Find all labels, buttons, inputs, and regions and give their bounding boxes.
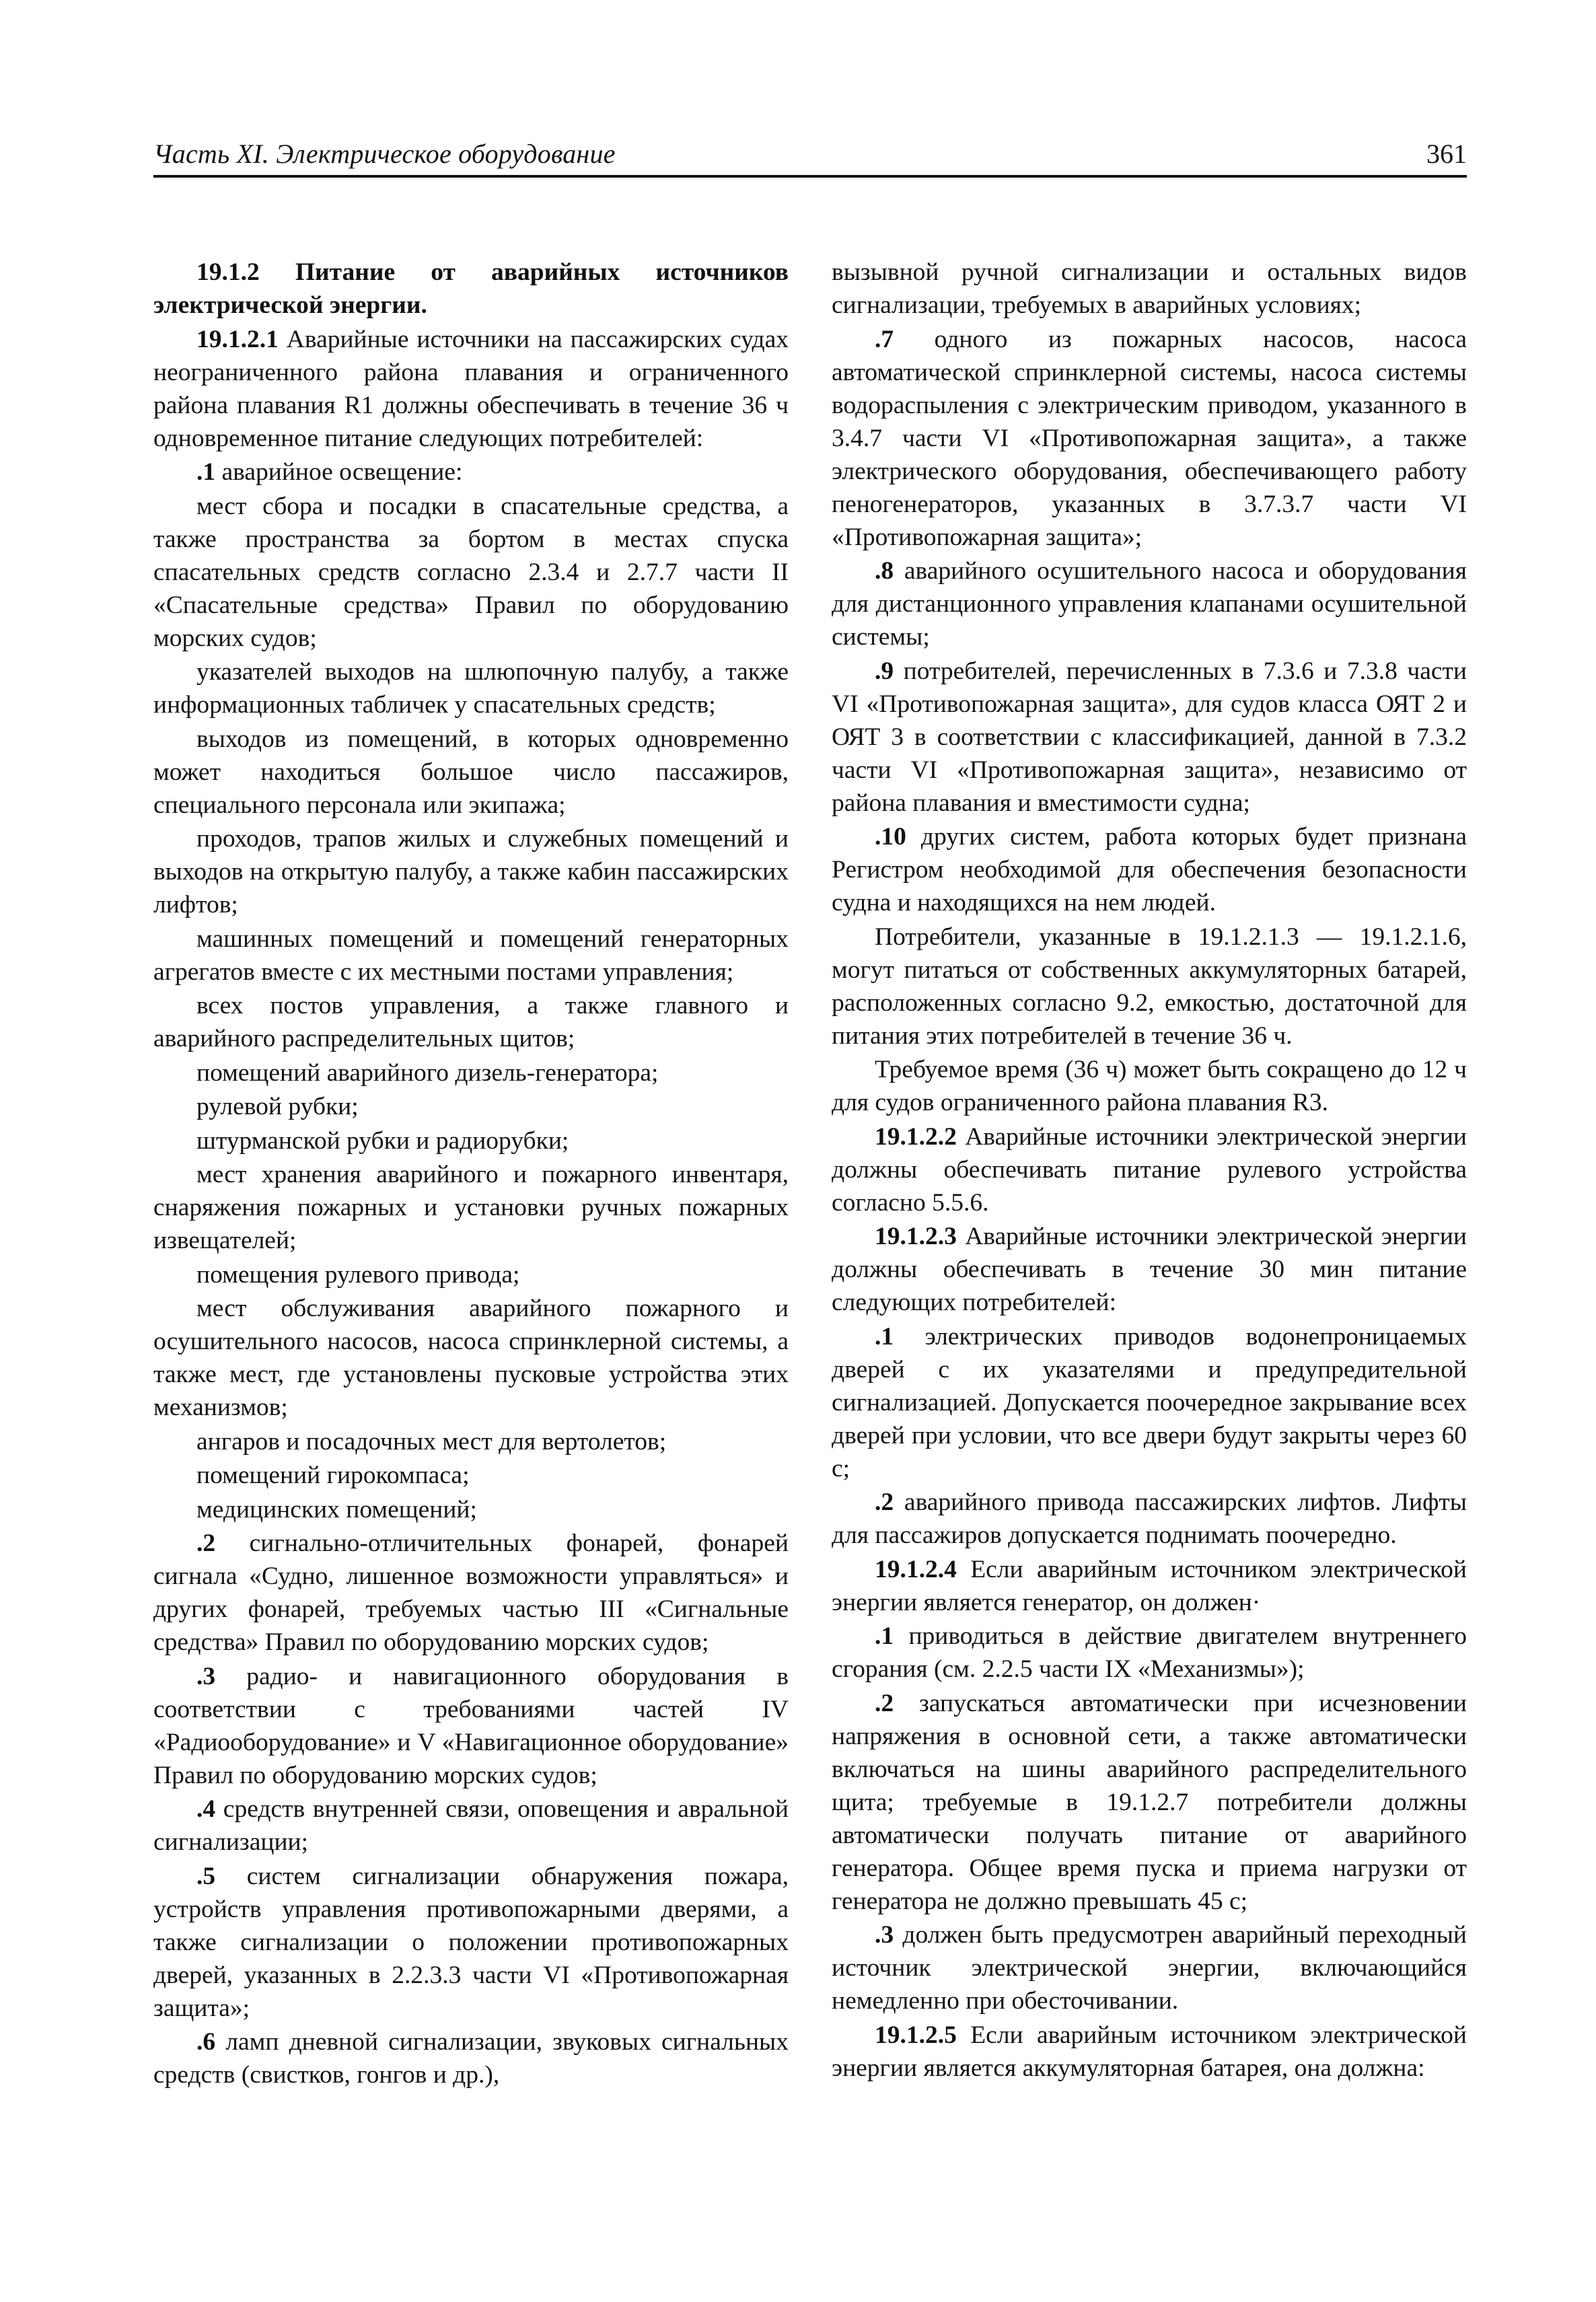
item-number: .9 [875,657,894,685]
item-number: 19.1.2.1 [196,325,279,353]
paragraph: .1 электрических приводов водонепроницаемых дверей с их указателями и предупредительной сигнализацией. Допускается поочередное закрывание всех дверей при условии, что все двери будут закрыты через 60 с; [832,1322,1467,1482]
paragraph: вызывной ручной сигнализации и остальных видов сигнализации, требуемых в аварийных условиях; [832,258,1467,319]
item-number: 19.1.2.5 [875,2021,957,2049]
paragraph: всех постов управления, а также главного и аварийного распределительных щитов; [153,992,789,1052]
paragraph: штурманской рубки и радиорубки; [196,1126,569,1155]
paragraph: .2 аварийного привода пассажирских лифтов. Лифты для пассажиров допускается поднимать поочередно. [832,1488,1467,1549]
paragraph: .1 приводиться в действие двигателем внутреннего сгорания (см. 2.2.5 части IX «Механизмы»); [832,1622,1467,1683]
paragraph: 19.1.2.3 Аварийные источники электрической энергии должны обеспечивать в течение 30 мин питание следующих потребителей: [832,1223,1467,1316]
paragraph: .2 сигнально-отличительных фонарей, фонарей сигнала «Судно, лишенное возможности управляться» и других фонарей, требуемых частью III «Сигнальные средства» Правил по оборудованию морских судов; [153,1530,789,1656]
item-number: .2 [875,1488,894,1516]
paragraph: медицинских помещений; [196,1495,477,1523]
paragraph: .3 должен быть предусмотрен аварийный переходный источник электрической энергии, включающийся немедленно при обесточивании. [832,1921,1467,2015]
paragraph: .10 других систем, работа которых будет признана Регистром необходимой для обеспечения безопасности судна и находящихся на нем людей. [832,823,1467,916]
paragraph: .2 запускаться автоматически при исчезновении напряжения в основной сети, а также автоматически включаться на шины аварийного распределительного щита; требуемые в 19.1.2.7 потребители должны автоматически получать питание от аварийного генератора. Общее время пуска и приема нагрузки от генератора не должно превышать 45 с; [832,1689,1467,1915]
item-number: .1 [875,1622,894,1650]
item-number: 19.1.2.3 [875,1223,957,1250]
paragraph: .8 аварийного осушительного насоса и оборудования для дистанционного управления клапанами осушительной системы; [832,557,1467,651]
item-number: .6 [196,2028,216,2056]
paragraph: выходов из помещений, в которых одновременно может находиться большое число пассажиров, специального персонала или экипажа; [153,725,789,819]
paragraph: помещений гирокомпаса; [196,1462,470,1489]
item-number: .7 [875,325,894,353]
paragraph: мест хранения аварийного и пожарного инвентаря, снаряжения пожарных и установки ручных пожарных извещателей; [153,1161,789,1254]
paragraph: мест обслуживания аварийного пожарного и осушительного насосов, насоса спринклерной системы, а также мест, где установлены пусковые устройства этих механизмов; [153,1295,789,1421]
paragraph: .7 одного из пожарных насосов, насоса автоматической спринклерной системы, насоса системы водораспыления с электрическим приводом, указанного в 3.4.7 части VI «Противопожарная защита», а также электрического оборудования, обеспечивающего работу пеногенераторов, указанных в 3.7.3.7 части VI «Противопожарная защита»; [832,325,1467,551]
item-number: .1 [196,458,216,486]
paragraph: помещения рулевого привода; [196,1260,520,1289]
paragraph: .1 аварийное освещение: [196,458,463,486]
item-number: .2 [875,1689,894,1717]
paragraph: Потребители, указанные в 19.1.2.1.3 — 19.1.2.1.6, могут питаться от собственных аккумуляторных батарей, расположенных согласно 9.2, емкостью, достаточной для питания этих потребителей в течение 36 ч. [832,923,1467,1050]
paragraph: 19.1.2.2 Аварийные источники электрической энергии должны обеспечивать питание рулевого устройства согласно 5.5.6. [832,1122,1467,1217]
paragraph: .4 средств внутренней связи, оповещения и авральной сигнализации; [153,1795,789,1856]
paragraph: рулевой рубки; [196,1093,359,1120]
item-number: 19.1.2.2 [875,1122,957,1151]
paragraph: Требуемое время (36 ч) может быть сокращено до 12 ч для судов ограниченного района плавания R3. [832,1056,1467,1116]
item-number: .3 [196,1662,216,1690]
item-number: .3 [875,1921,894,1949]
item-number: .2 [196,1530,216,1557]
paragraph: .3 радио- и навигационного оборудования в соответствии с требованиями частей IV «Радиооборудование» и V «Навигационное оборудование» Правил по оборудованию морских судов; [153,1662,789,1789]
paragraph: указателей выходов на шлюпочную палубу, а также информационных табличек у спасательных средств; [153,658,789,719]
left-column [153,256,789,2093]
paragraph: проходов, трапов жилых и служебных помещений и выходов на открытую палубу, а также кабин пассажирских лифтов; [153,825,789,919]
paragraph: помещений аварийного дизель-генератора; [196,1058,659,1087]
item-number: .8 [875,557,894,585]
item-number: .1 [875,1322,894,1351]
running-header [153,133,1467,178]
paragraph: машинных помещений и помещений генераторных агрегатов вместе с их местными постами управления; [153,925,789,986]
item-number: .10 [875,823,906,851]
item-number: .5 [196,1862,216,1890]
right-column [832,256,1467,2085]
paragraph: .6 ламп дневной сигнализации, звуковых сигнальных средств (свистков, гонгов и др.), [153,2028,789,2089]
paragraph: ангаров и посадочных мест для вертолетов; [196,1427,667,1455]
paragraph: 19.1.2.1 Аварийные источники на пассажирских судах неограниченного района плавания и ограниченного района плавания R1 должны обеспечивать в течение 36 ч одновременное питание следующих потребителей: [153,325,789,452]
item-number: .4 [196,1795,216,1823]
header-title: Часть XI. Электрическое оборудование [153,139,616,169]
paragraph: 19.1.2.5 Если аварийным источником электрической энергии является аккумуляторная батарея, она должна: [832,2021,1467,2082]
page-number: 361 [1426,139,1467,169]
paragraph: мест сбора и посадки в спасательные средства, а также пространства за бортом в местах спуска спасательных средств согласно 2.3.4 и 2.7.7 части II «Спасательные средства» Правил по оборудованию морских судов; [153,492,789,652]
item-number: 19.1.2.4 [875,1555,957,1583]
paragraph: .9 потребителей, перечисленных в 7.3.6 и 7.3.8 части VI «Противопожарная защита», для судов класса ОЯТ 2 и ОЯТ 3 в соответствии с классификацией, данной в 7.3.2 части VI «Противопожарная защита», независимо от района плавания и вместимости судна; [832,657,1467,817]
paragraph: 19.1.2.4 Если аварийным источником электрической энергии является генератор, он должен· [832,1555,1467,1616]
section-heading: 19.1.2 Питание от аварийных источников электрической энергии. [153,258,789,319]
paragraph: .5 систем сигнализации обнаружения пожара, устройств управления противопожарными дверями, а также сигнализации о положении противопожарных дверей, указанных в 2.2.3.3 части VI «Противопожарная защита»; [153,1862,789,2022]
